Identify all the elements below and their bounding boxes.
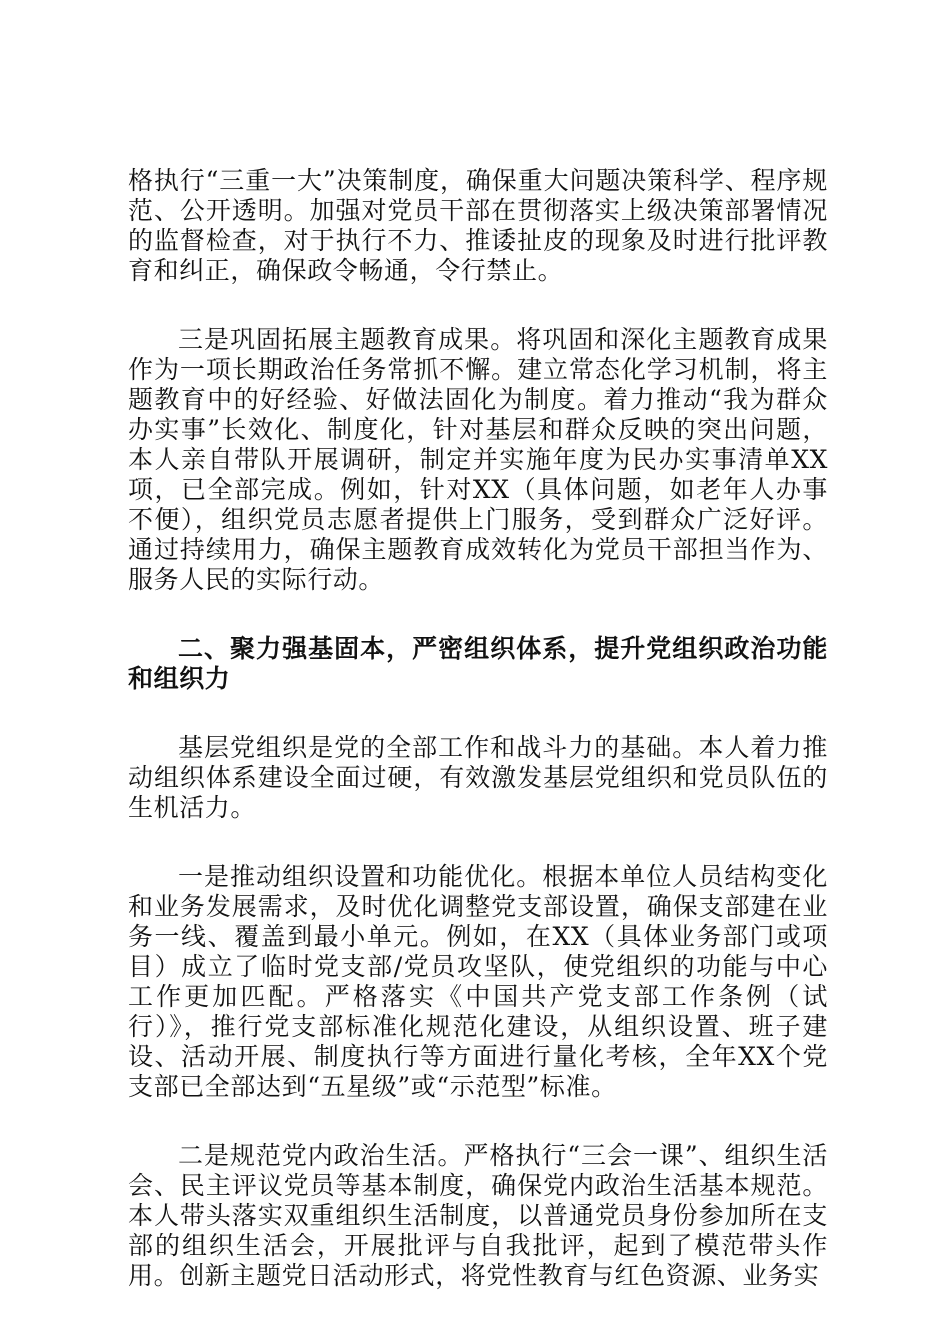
document-body: [128, 166, 828, 1330]
paragraph-grassroots-foundation: 基层党组织是党的全部工作和战斗力的基础。本人着力推动组织体系建设全面过硬，有效激发基层党组织和党员队伍的生机活力。: [128, 733, 828, 822]
section-heading-two: 二、聚力强基固本，严密组织体系，提升党组织政治功能和组织力: [128, 634, 828, 693]
paragraph-political-life: 二是规范党内政治生活。严格执行“三会一课”、组织生活会、民主评议党员等基本制度，确保党内政治生活基本规范。本人带头落实双重组织生活制度，以普通党员身份参加所在支部的组织生活会，开展批评与自我批评，起到了模范带头作用。创新主题党日活动形式，将党性教育与红色资源、业务实: [128, 1141, 828, 1290]
paragraph-continuation: 格执行“三重一大”决策制度，确保重大问题决策科学、程序规范、公开透明。加强对党员干部在贯彻落实上级决策部署情况的监督检查，对于执行不力、推诿扯皮的现象及时进行批评教育和纠正，确保政令畅通，令行禁止。: [128, 166, 828, 285]
paragraph-organization-setup: 一是推动组织设置和功能优化。根据本单位人员结构变化和业务发展需求，及时优化调整党支部设置，确保支部建在业务一线、覆盖到最小单元。例如，在XX（具体业务部门或项目）成立了临时党支部/党员攻坚队，使党组织的功能与中心工作更加匹配。严格落实《中国共产党支部工作条例（试行）》，推行党支部标准化规范化建设，从组织设置、班子建设、活动开展、制度执行等方面进行量化考核，全年XX个党支部已全部达到“五星级”或“示范型”标准。: [128, 862, 828, 1101]
paragraph-consolidate-education: 三是巩固拓展主题教育成果。将巩固和深化主题教育成果作为一项长期政治任务常抓不懈。建立常态化学习机制，将主题教育中的好经验、好做法固化为制度。着力推动“我为群众办实事”长效化、制度化，针对基层和群众反映的突出问题，本人亲自带队开展调研，制定并实施年度为民办实事清单XX项，已全部完成。例如，针对XX（具体问题，如老年人办事不便），组织党员志愿者提供上门服务，受到群众广泛好评。通过持续用力，确保主题教育成效转化为党员干部担当作为、服务人民的实际行动。: [128, 325, 828, 594]
